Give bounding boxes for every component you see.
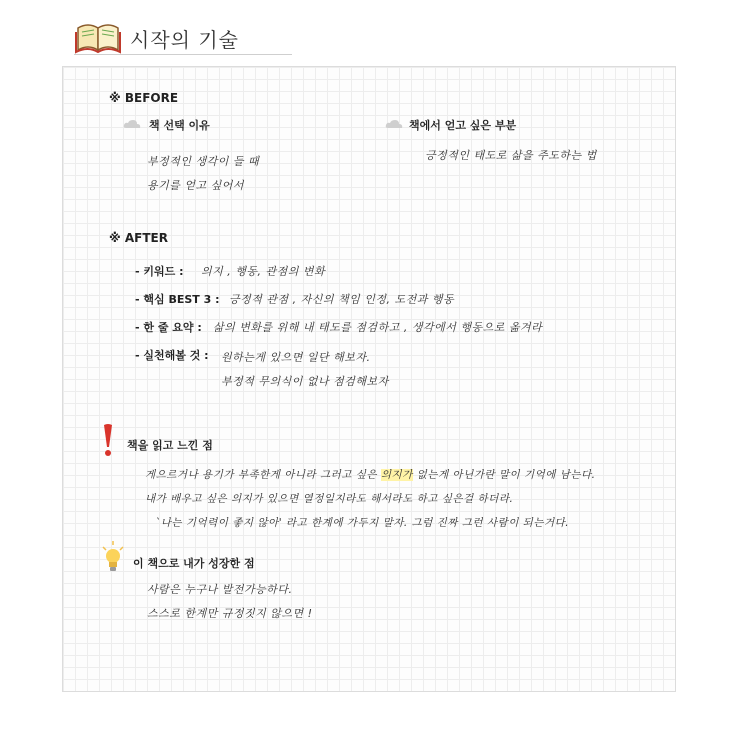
want-title: 책에서 얻고 싶은 부분: [409, 119, 517, 132]
practice-line-2: 부정적 무의식이 없나 점검해보자: [221, 375, 389, 388]
best3-label: - 핵심 BEST 3 :: [135, 293, 220, 306]
lightbulb-icon: [101, 541, 125, 575]
highlight: 의지가: [380, 469, 413, 481]
page-title: 시작의 기술: [130, 28, 239, 52]
growth-line-2: 스스로 한계만 규정짓지 않으면 !: [147, 607, 313, 620]
reason-line-2: 용기를 얻고 싶어서: [147, 179, 245, 192]
growth-title: 이 책으로 내가 성장한 점: [133, 557, 255, 570]
summary-label: - 한 줄 요약 :: [135, 321, 202, 334]
open-book-icon: [74, 18, 122, 54]
felt-line-2: 내가 배우고 싶은 의지가 있으면 열정일지라도 해서라도 하고 싶은걸 하더라.: [145, 493, 514, 505]
page-header: [74, 16, 292, 56]
felt-line-1: 게으르거나 용기가 부족한게 아니라 그러고 싶은 의지가 없는게 아닌가란 말이 기억에 남는다.: [145, 469, 596, 481]
header-divider: [74, 54, 292, 55]
after-section-title: ※ AFTER: [109, 231, 168, 245]
summary-value: 삶의 변화를 위해 내 태도를 점검하고 , 생각에서 행동으로 옮겨라: [213, 321, 543, 334]
cloud-icon: [385, 119, 403, 129]
felt-title: 책을 읽고 느낀 점: [127, 439, 213, 452]
best3-value: 긍정적 관점 , 자신의 책임 인정, 도전과 행동: [229, 293, 455, 306]
note-paper: [62, 66, 676, 692]
want-line-1: 긍정적인 태도로 삶을 주도하는 법: [425, 149, 597, 162]
exclamation-icon: [101, 423, 115, 457]
reason-line-1: 부정적인 생각이 들 때: [147, 155, 260, 168]
keyword-value: 의지 , 행동, 관점의 변화: [201, 265, 326, 278]
keyword-label: - 키워드 :: [135, 265, 184, 278]
cloud-icon: [123, 119, 141, 129]
growth-line-1: 사람은 누구나 발전가능하다.: [147, 583, 293, 596]
before-section-title: ※ BEFORE: [109, 91, 179, 105]
practice-line-1: 원하는게 있으면 일단 해보자.: [221, 351, 371, 364]
reason-title: 책 선택 이유: [149, 119, 210, 132]
practice-label: - 실천해볼 것 :: [135, 349, 209, 362]
felt-line-3: `나는 기억력이 좋지 않아' 라고 한계에 가두지 말자. 그럼 진짜 그런 사람이 되는거다.: [155, 517, 570, 529]
